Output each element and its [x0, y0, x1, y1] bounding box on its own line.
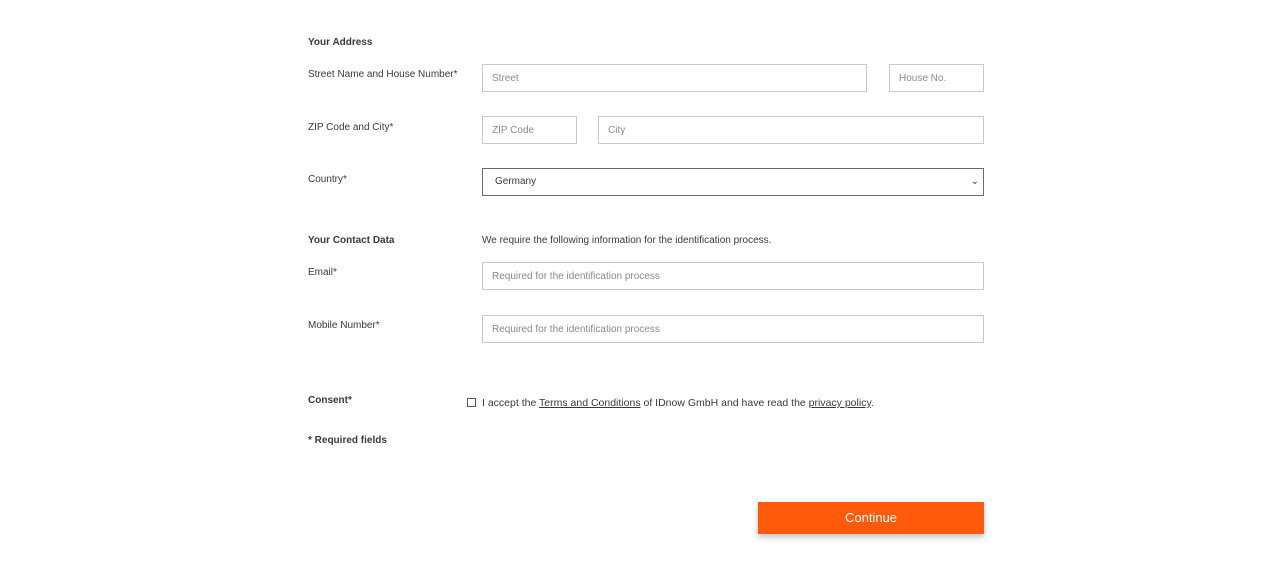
mobile-input[interactable]: [482, 315, 984, 343]
email-label: Email*: [308, 267, 337, 278]
consent-text-part: of IDnow GmbH and have read the: [640, 397, 809, 409]
country-select[interactable]: [482, 168, 984, 196]
required-fields-note: * Required fields: [308, 435, 387, 446]
contact-info-text: We require the following information for the identification process.: [482, 235, 772, 246]
consent-text-part: I accept the: [482, 397, 540, 409]
house-number-input[interactable]: [889, 64, 984, 92]
consent-text: [482, 397, 874, 409]
contact-section-title: Your Contact Data: [308, 235, 395, 246]
street-label: Street Name and House Number*: [308, 69, 458, 80]
address-section-title: Your Address: [308, 37, 373, 48]
email-input[interactable]: [482, 262, 984, 290]
zip-city-label: ZIP Code and City*: [308, 122, 394, 133]
country-label: Country*: [308, 174, 347, 185]
city-input[interactable]: [598, 116, 984, 144]
privacy-policy-link[interactable]: privacy policy: [808, 397, 871, 409]
zip-code-input[interactable]: [482, 116, 577, 144]
continue-button[interactable]: Continue: [758, 502, 984, 534]
consent-label: Consent*: [308, 395, 352, 406]
country-select-value: Germany: [495, 176, 537, 187]
street-input[interactable]: [482, 64, 867, 92]
terms-link[interactable]: Terms and Conditions: [539, 397, 641, 409]
mobile-label: Mobile Number*: [308, 320, 380, 331]
consent-text-part: .: [870, 397, 874, 409]
chevron-down-icon: ⌄: [970, 176, 979, 187]
consent-checkbox[interactable]: [467, 398, 476, 407]
